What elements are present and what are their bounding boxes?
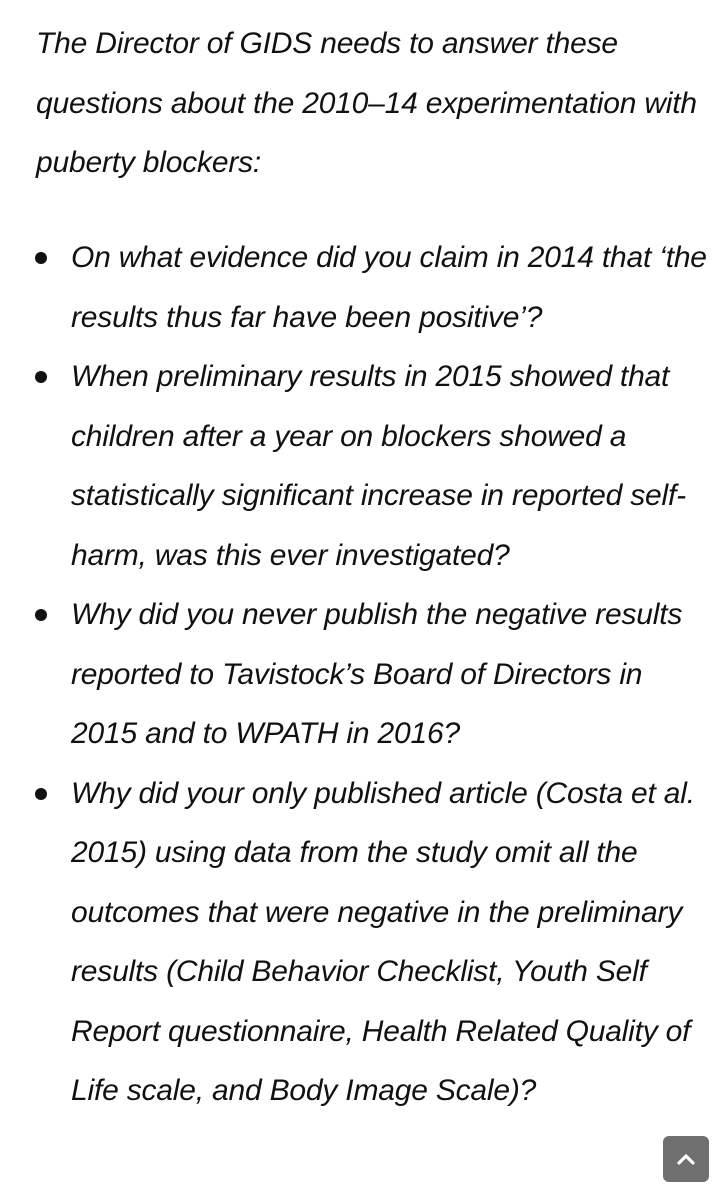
list-item: [0, 347, 727, 585]
bullet-icon: [35, 609, 47, 621]
question-list: [0, 228, 727, 1121]
question-text: On what evidence did you claim in 2014 that ‘the results thus far have been positive’?: [71, 241, 707, 334]
list-item: [0, 764, 727, 1121]
question-text: When preliminary results in 2015 showed that children after a year on blockers showed a statistically significant increase in reported self-harm, was this ever investigated?: [71, 360, 686, 572]
list-item: [0, 585, 727, 764]
list-item: [0, 228, 727, 347]
question-text: Why did you never publish the negative results reported to Tavistock’s Board of Directors in 2015 and to WPATH in 2016?: [71, 598, 683, 750]
question-text: Why did your only published article (Costa et al. 2015) using data from the study omit all the outcomes that were negative in the preliminary results (Child Behavior Checklist, Youth Self Report questionnaire, Health Related Quality of Life scale, and Body Image Scale)?: [71, 776, 695, 1107]
chevron-up-icon: [676, 1150, 696, 1168]
intro-paragraph: The Director of GIDS needs to answer these questions about the 2010–14 experimentation with puberty blockers:: [36, 27, 697, 179]
scroll-to-top-button[interactable]: [663, 1136, 709, 1182]
bullet-icon: [35, 371, 47, 383]
bullet-icon: [35, 788, 47, 800]
bullet-icon: [35, 252, 47, 264]
